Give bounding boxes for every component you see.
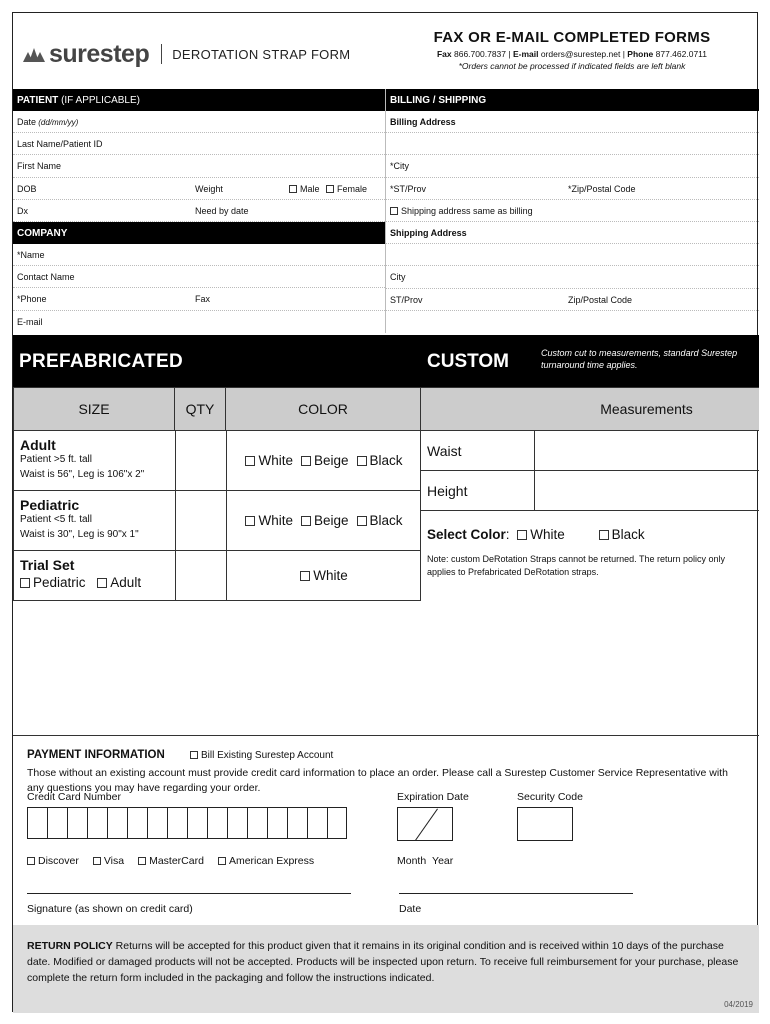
expiration-label: Expiration Date xyxy=(397,791,469,803)
gender-options: Male Female xyxy=(289,184,367,194)
cc-number-label: Credit Card Number xyxy=(27,791,121,803)
billing-city-field[interactable]: *City xyxy=(386,155,759,177)
zip-label: Zip/Postal Code xyxy=(568,294,633,305)
phone-label: *Phone xyxy=(17,294,47,305)
email-label: E-mail xyxy=(512,49,539,59)
trial-white-checkbox[interactable] xyxy=(300,571,310,581)
form-version: 04/2019 xyxy=(724,1000,753,1009)
company-header: COMPANY xyxy=(13,222,385,244)
custom-blank-header xyxy=(421,387,535,431)
male-checkbox[interactable] xyxy=(289,185,297,193)
trial-options: Pediatric Adult xyxy=(20,575,175,590)
cc-number-input[interactable] xyxy=(27,807,347,839)
expiration-input[interactable] xyxy=(397,807,453,841)
card-type-options: Discover Visa MasterCard American Express xyxy=(27,855,314,867)
billing-shipping-column xyxy=(385,89,759,333)
dob-weight-row[interactable] xyxy=(13,178,385,200)
return-policy xyxy=(13,925,759,1013)
dx-row[interactable] xyxy=(13,200,385,222)
trial-pediatric-checkbox[interactable] xyxy=(20,578,30,588)
trial-color-options: White xyxy=(226,551,422,600)
trial-size-cell xyxy=(14,551,176,600)
security-code-label: Security Code xyxy=(517,791,583,803)
pediatric-white-checkbox[interactable] xyxy=(245,516,255,526)
adult-row xyxy=(13,431,421,491)
custom-color-select: Select Color: White Black xyxy=(427,527,645,542)
adult-size-cell xyxy=(14,431,176,490)
adult-beige-checkbox[interactable] xyxy=(301,456,311,466)
trial-qty-input[interactable] xyxy=(175,551,227,600)
last-name-field[interactable]: Last Name/Patient ID xyxy=(13,133,385,155)
pediatric-row xyxy=(13,491,421,551)
fax-label: Fax xyxy=(436,49,452,59)
pediatric-beige-checkbox[interactable] xyxy=(301,516,311,526)
contact-block xyxy=(389,29,755,71)
return-policy-text: RETURN POLICY Returns will be accepted for this product given that it remains in its original condition and is received within 10 days of the purchase date. Modified or damaged products will not be accepted. Products will be inspected upon return. To receive full reimbursement for your purchase, please complete the return form included in the packaging and follow the instructions indicated. xyxy=(27,940,739,984)
shipping-state-zip-row[interactable] xyxy=(386,289,759,311)
zip-label: *Zip/Postal Code xyxy=(568,183,636,194)
visa-checkbox[interactable] xyxy=(93,857,101,865)
female-checkbox[interactable] xyxy=(326,185,334,193)
waist-input[interactable] xyxy=(535,431,759,470)
payment-instructions: Those without an existing account must provide credit card information to place an order. Please call a Surestep Customer Service Representative with any questions you may have regarding your order. xyxy=(27,767,728,795)
order-type-band xyxy=(13,335,759,387)
form-title: DEROTATION STRAP FORM xyxy=(172,46,351,62)
shipping-address-line2[interactable] xyxy=(386,244,759,266)
billing-header: BILLING / SHIPPING xyxy=(386,89,759,111)
trial-adult-checkbox[interactable] xyxy=(97,578,107,588)
prefabricated-title: PREFABRICATED xyxy=(19,351,183,372)
pediatric-color-options: White Beige Black xyxy=(226,491,422,550)
adult-title: Adult xyxy=(20,437,56,453)
phone-label: Phone xyxy=(627,49,654,59)
waist-row xyxy=(421,431,759,471)
pediatric-dimensions: Waist is 30", Leg is 90"x 1" xyxy=(20,528,139,540)
company-name-field[interactable]: *Name xyxy=(13,244,385,266)
fax-number: 866.700.7837 xyxy=(454,49,506,59)
same-as-billing-checkbox[interactable] xyxy=(390,207,398,215)
height-label: Height xyxy=(427,483,468,499)
dx-label: Dx xyxy=(17,205,28,216)
signature-label: Signature (as shown on credit card) xyxy=(27,903,193,915)
mountain-logo-icon xyxy=(23,46,45,62)
state-label: ST/Prov xyxy=(390,294,423,305)
adult-color-options: White Beige Black xyxy=(226,431,422,490)
email-address[interactable]: orders@surestep.net xyxy=(540,49,621,59)
height-row xyxy=(421,471,759,511)
form-page xyxy=(12,12,758,1012)
custom-title: CUSTOM xyxy=(427,351,509,372)
signature-line[interactable] xyxy=(27,893,351,894)
return-policy-title: RETURN POLICY xyxy=(27,940,113,952)
shipping-address-field[interactable]: Shipping Address xyxy=(386,222,759,244)
mastercard-checkbox[interactable] xyxy=(138,857,146,865)
height-input[interactable] xyxy=(535,471,759,510)
pediatric-title: Pediatric xyxy=(20,497,80,513)
contact-line: Fax 866.700.7837 | E-mail orders@surestep.net | Phone 877.462.0711 xyxy=(436,49,708,59)
pediatric-qty-input[interactable] xyxy=(175,491,227,550)
color-header: COLOR xyxy=(225,387,421,431)
patient-company-column xyxy=(13,89,385,333)
payment-title: PAYMENT INFORMATION xyxy=(27,749,165,761)
first-name-field[interactable]: First Name xyxy=(13,155,385,177)
logo xyxy=(23,40,350,68)
contact-name-field[interactable]: Contact Name xyxy=(13,266,385,288)
adult-black-checkbox[interactable] xyxy=(357,456,367,466)
custom-white-checkbox[interactable] xyxy=(517,530,527,540)
billing-address-field[interactable]: Billing Address xyxy=(386,111,759,133)
billing-address-line2[interactable] xyxy=(386,133,759,155)
waist-label: Waist xyxy=(427,443,462,459)
fax-title: FAX OR E-MAIL COMPLETED FORMS xyxy=(433,29,711,46)
adult-height-note: Patient >5 ft. tall xyxy=(20,454,92,465)
select-color-label: Select Color xyxy=(427,527,506,542)
discover-checkbox[interactable] xyxy=(27,857,35,865)
company-phone-row[interactable] xyxy=(13,288,385,310)
trial-set-row xyxy=(13,551,421,601)
pediatric-black-checkbox[interactable] xyxy=(357,516,367,526)
weight-label: Weight xyxy=(195,183,223,194)
measurements-header: Measurements xyxy=(534,387,759,431)
required-note: *Orders cannot be processed if indicated fields are left blank xyxy=(458,61,686,71)
adult-white-checkbox[interactable] xyxy=(245,456,255,466)
state-label: *ST/Prov xyxy=(390,183,427,194)
header xyxy=(13,13,759,89)
adult-qty-input[interactable] xyxy=(175,431,227,490)
payment-header: PAYMENT INFORMATION Bill Existing Surestep Account xyxy=(27,749,334,761)
custom-return-note: Note: custom DeRotation Straps cannot be returned. The return policy only applies to Prefabricated DeRotation straps. xyxy=(427,554,725,577)
adult-dimensions: Waist is 56", Leg is 106"x 2" xyxy=(20,468,145,480)
fax-label: Fax xyxy=(195,294,211,305)
company-email-field[interactable]: E-mail xyxy=(17,316,43,327)
qty-header: QTY xyxy=(174,387,226,431)
custom-black-checkbox[interactable] xyxy=(599,530,609,540)
amex-checkbox[interactable] xyxy=(218,857,226,865)
need-by-label: Need by date xyxy=(195,205,249,216)
month-year-label: Month Year xyxy=(397,855,454,867)
date-field[interactable]: Date (dd/mm/yy) xyxy=(13,111,385,133)
date-label: Date xyxy=(399,903,422,915)
date-line[interactable] xyxy=(399,893,633,894)
dob-label: DOB xyxy=(17,183,37,194)
shipping-blank-row[interactable] xyxy=(386,311,759,333)
security-code-input[interactable] xyxy=(517,807,573,841)
header-divider xyxy=(161,44,162,64)
trial-title: Trial Set xyxy=(20,557,75,573)
bill-existing-checkbox[interactable] xyxy=(190,751,198,759)
brand-name: surestep xyxy=(49,39,150,68)
pediatric-height-note: Patient <5 ft. tall xyxy=(20,514,92,525)
phone-number: 877.462.0711 xyxy=(655,49,708,59)
same-as-billing-row: Shipping address same as billing xyxy=(386,200,759,222)
billing-state-zip-row[interactable] xyxy=(386,178,759,200)
pediatric-size-cell xyxy=(14,491,176,550)
shipping-city-field[interactable]: City xyxy=(386,266,759,288)
custom-note: Custom cut to measurements, standard Surestep turnaround time applies. xyxy=(541,348,738,371)
size-header: SIZE xyxy=(13,387,175,431)
patient-header: PATIENT (IF APPLICABLE) xyxy=(13,89,385,111)
